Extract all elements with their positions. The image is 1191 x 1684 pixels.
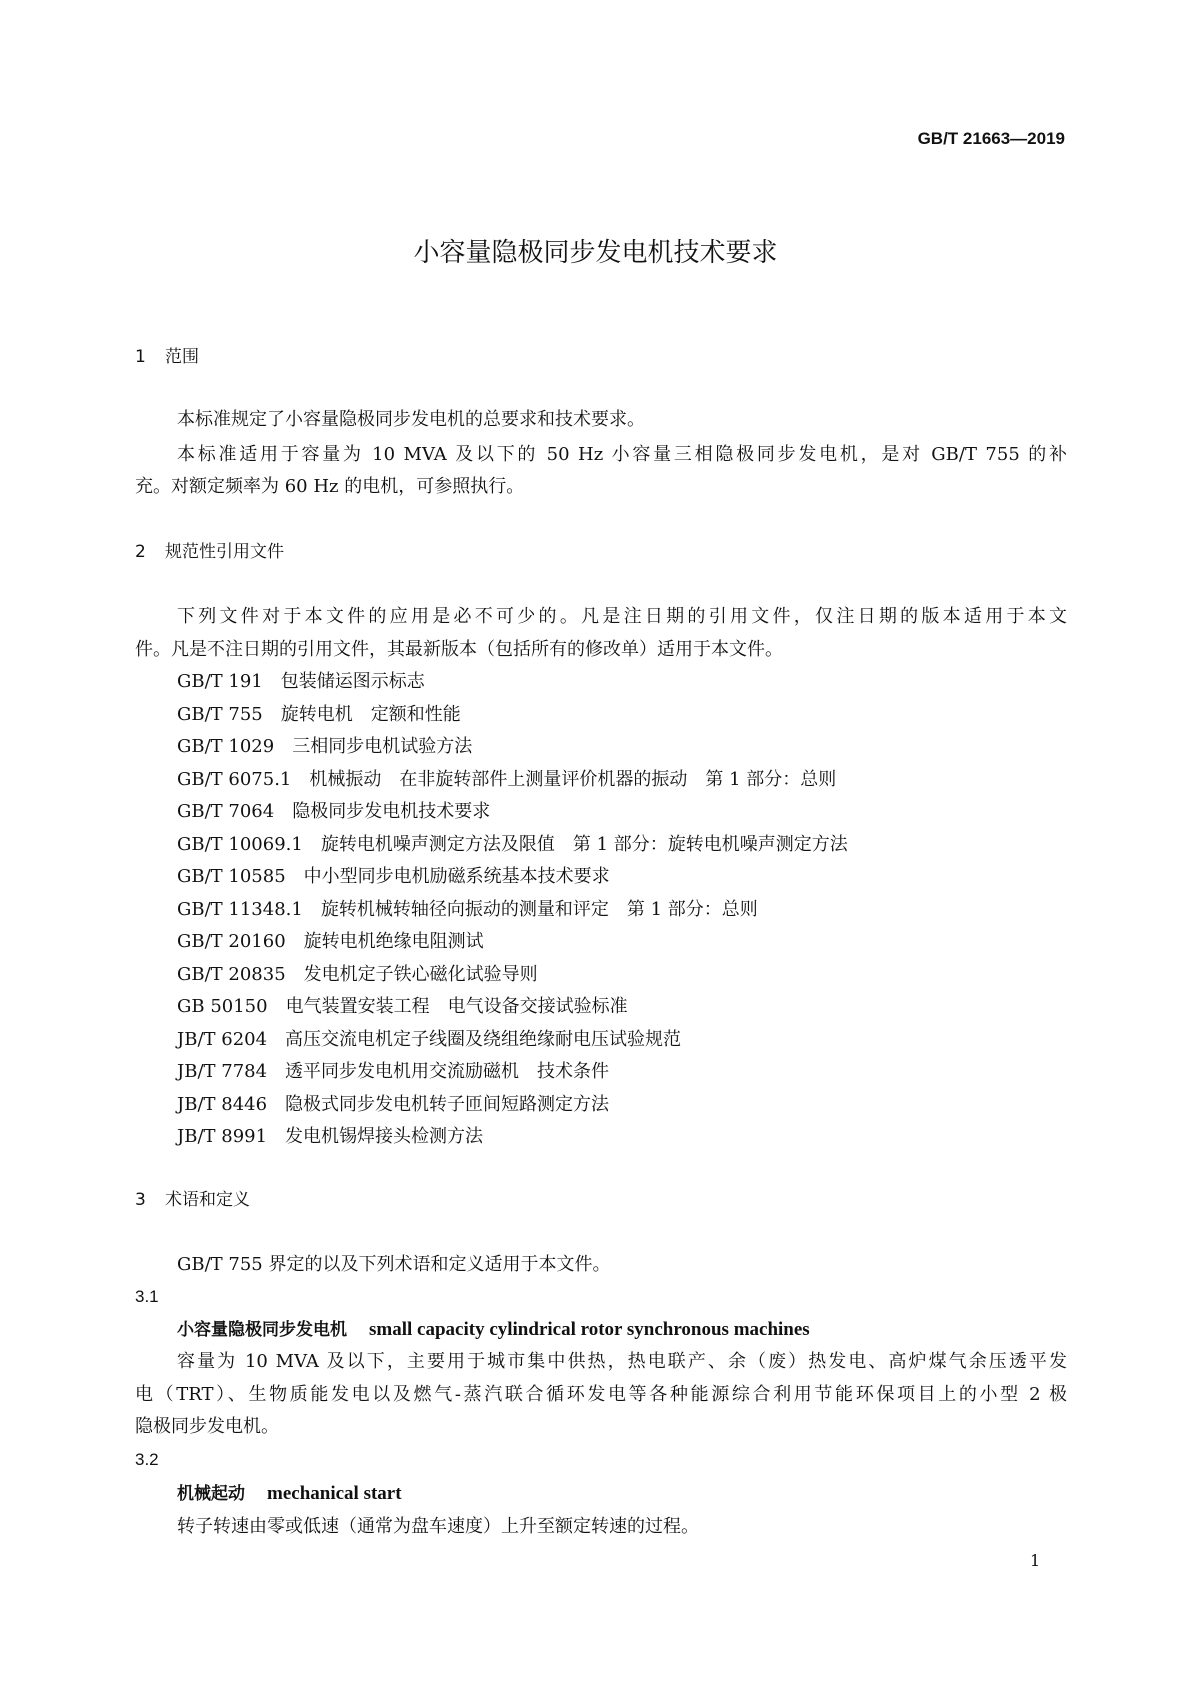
reference-item [177, 929, 484, 955]
reference-code: GB/T 10585 [177, 866, 286, 887]
term-en: small capacity cylindrical rotor synchronous machines [369, 1319, 810, 1340]
term-number: 3.1 [135, 1287, 159, 1306]
reference-code: JB/T 6204 [177, 1028, 268, 1050]
reference-title: 旋转电机 定额和性能 [280, 703, 461, 725]
reference-code: GB/T 755 [177, 703, 263, 725]
paragraph-line: 件。凡是不注日期的引用文件，其最新版本（包括所有的修改单）适用于本文件。 [135, 639, 783, 660]
reference-code: JB/T 7784 [177, 1061, 268, 1082]
section-heading-1 [135, 344, 199, 370]
paragraph-line: GB/T 755 界定的以及下列术语和定义适用于本文件。 [177, 1254, 611, 1275]
definition-line: 隐极同步发电机。 [135, 1416, 279, 1437]
section-number: 3 [135, 1190, 146, 1210]
reference-title: 旋转电机噪声测定方法及限值 第 1 部分：旋转电机噪声测定方法 [320, 833, 848, 855]
reference-item [177, 1059, 609, 1085]
reference-title: 隐极式同步发电机转子匝间短路测定方法 [285, 1093, 610, 1115]
reference-title: 透平同步发电机用交流励磁机 技术条件 [285, 1061, 610, 1082]
reference-code: GB/T 11348.1 [177, 898, 303, 920]
reference-item [177, 1027, 681, 1053]
reference-title: 包装储运图示标志 [280, 671, 425, 692]
term-zh: 小容量隐极同步发电机 [177, 1320, 347, 1340]
reference-code: GB 50150 [177, 996, 268, 1017]
reference-code: JB/T 8446 [177, 1093, 268, 1115]
reference-title: 电气装置安装工程 电气设备交接试验标准 [285, 996, 628, 1017]
reference-title: 旋转电机绝缘电阻测试 [303, 931, 484, 952]
section-heading-2 [135, 539, 284, 565]
term-heading [177, 1317, 810, 1343]
reference-title: 高压交流电机定子线圈及绕组绝缘耐电压试验规范 [285, 1028, 682, 1050]
definition-line: 转子转速由零或低速（通常为盘车速度）上升至额定转速的过程。 [177, 1516, 699, 1537]
reference-item [177, 734, 472, 760]
definition-line: 电（TRT）、生物质能发电以及燃气-蒸汽联合循环发电等各种能源综合利用节能环保项目上的小型 2 极 [135, 1384, 1067, 1405]
reference-code: GB/T 20160 [177, 931, 286, 952]
term-number: 3.2 [135, 1450, 159, 1469]
reference-item [177, 994, 628, 1020]
paragraph-line: 本标准适用于容量为 10 MVA 及以下的 50 Hz 小容量三相隐极同步发电机，是对 GB/T 755 的补 [177, 444, 1067, 465]
section-heading-3 [135, 1187, 250, 1213]
reference-item [177, 1124, 483, 1150]
reference-item [177, 669, 425, 695]
reference-code: GB/T 1029 [177, 736, 275, 757]
reference-code: GB/T 191 [177, 671, 263, 692]
reference-code: GB/T 10069.1 [177, 833, 303, 855]
reference-title: 机械振动 在非旋转部件上测量评价机器的振动 第 1 部分：总则 [309, 768, 837, 790]
reference-code: GB/T 20835 [177, 963, 286, 985]
reference-title: 三相同步电机试验方法 [292, 736, 473, 757]
section-title: 规范性引用文件 [165, 542, 284, 562]
reference-title: 发电机锡焊接头检测方法 [285, 1126, 484, 1147]
reference-code: JB/T 8991 [177, 1126, 268, 1147]
term-zh: 机械起动 [177, 1484, 245, 1504]
section-title: 范围 [165, 347, 199, 367]
reference-item [177, 864, 610, 890]
term-heading [177, 1481, 402, 1507]
reference-item [177, 962, 538, 988]
reference-title: 隐极同步发电机技术要求 [292, 801, 491, 822]
standard-number: GB/T 21663—2019 [917, 129, 1065, 148]
reference-item [177, 1092, 609, 1118]
section-title: 术语和定义 [165, 1190, 250, 1210]
paragraph-line: 下列文件对于本文件的应用是必不可少的。凡是注日期的引用文件，仅注日期的版本适用于本文 [177, 606, 1067, 627]
reference-item [177, 897, 758, 923]
reference-item [177, 702, 461, 728]
section-number: 2 [135, 542, 146, 562]
reference-code: GB/T 6075.1 [177, 768, 292, 790]
reference-title: 中小型同步电机励磁系统基本技术要求 [303, 866, 610, 887]
page-number: 1 [1030, 1551, 1041, 1570]
reference-item [177, 799, 490, 825]
page-title: 小容量隐极同步发电机技术要求 [413, 238, 778, 268]
reference-code: GB/T 7064 [177, 801, 275, 822]
reference-item [177, 832, 848, 858]
paragraph-line: 充。对额定频率为 60 Hz 的电机，可参照执行。 [135, 476, 525, 497]
reference-title: 旋转机械转轴径向振动的测量和评定 第 1 部分：总则 [320, 898, 758, 920]
term-en: mechanical start [267, 1483, 402, 1504]
reference-title: 发电机定子铁心磁化试验导则 [303, 963, 538, 985]
reference-item [177, 767, 836, 793]
paragraph-line: 本标准规定了小容量隐极同步发电机的总要求和技术要求。 [177, 409, 645, 430]
definition-line: 容量为 10 MVA 及以下，主要用于城市集中供热，热电联产、余（废）热发电、高炉煤气余压透平发 [177, 1351, 1067, 1372]
section-number: 1 [135, 347, 146, 367]
